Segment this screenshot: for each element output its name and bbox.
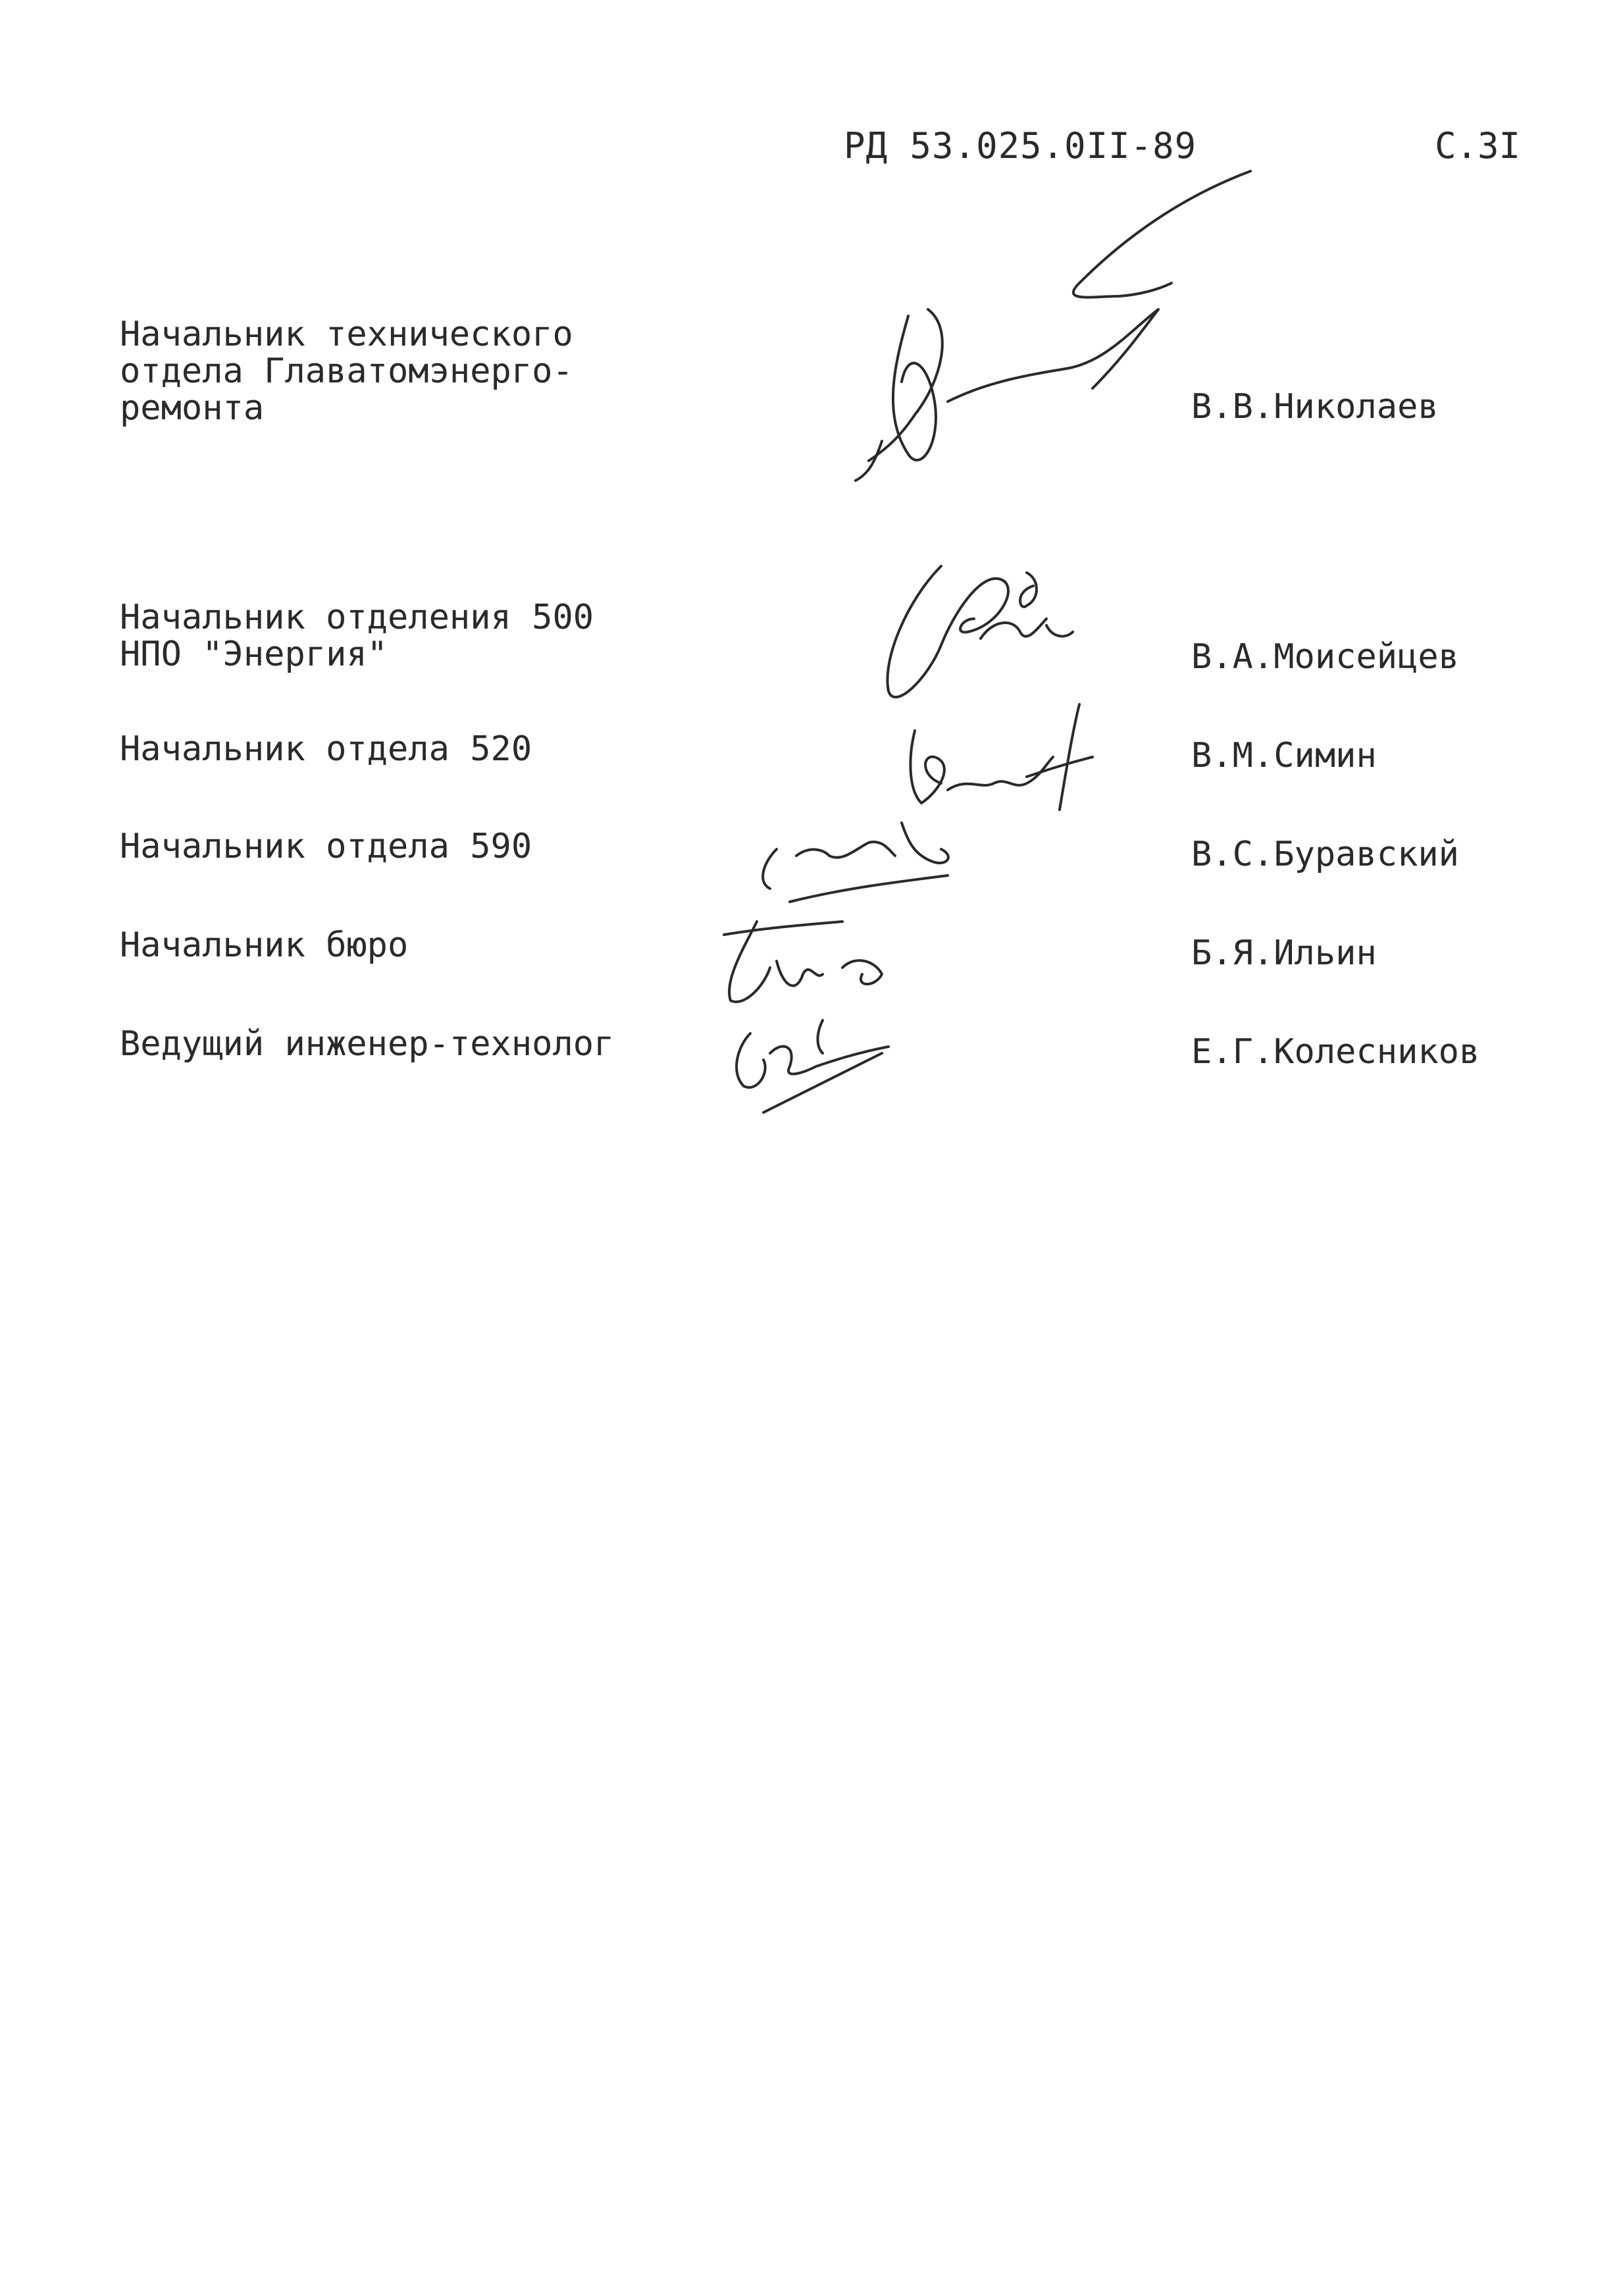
document-code: РД 53.025.0II-89 (844, 125, 1197, 167)
signatory-name-2: В.А.Моисейцев (1191, 637, 1459, 677)
signatory-position-2: Начальник отделения 500 НПО "Энергия" (120, 598, 594, 674)
signatory-name-5: Б.Я.Ильин (1191, 933, 1377, 973)
signatory-position-6: Ведущий инженер-технолог (120, 1024, 615, 1064)
signatory-name-1: В.В.Николаев (1191, 387, 1439, 427)
signatory-position-1: Начальник технического отдела Главатомэнерго- ремонта (120, 315, 573, 428)
signatory-name-3: В.М.Симин (1191, 736, 1377, 775)
signature-6 (724, 1001, 921, 1119)
signature-4 (750, 810, 961, 908)
signature-3 (895, 691, 1106, 823)
page-number: С.3I (1435, 125, 1521, 167)
signatory-name-4: В.С.Буравский (1191, 835, 1459, 874)
signatory-position-3: Начальник отдела 520 (120, 729, 532, 769)
signature-1 (829, 165, 1264, 494)
signature-5 (711, 895, 908, 1014)
signature-2 (869, 553, 1086, 711)
signatory-name-6: Е.Г.Колесников (1191, 1032, 1480, 1072)
signatory-position-5: Начальник бюро (120, 926, 409, 965)
signatory-position-4: Начальник отдела 590 (120, 827, 532, 866)
